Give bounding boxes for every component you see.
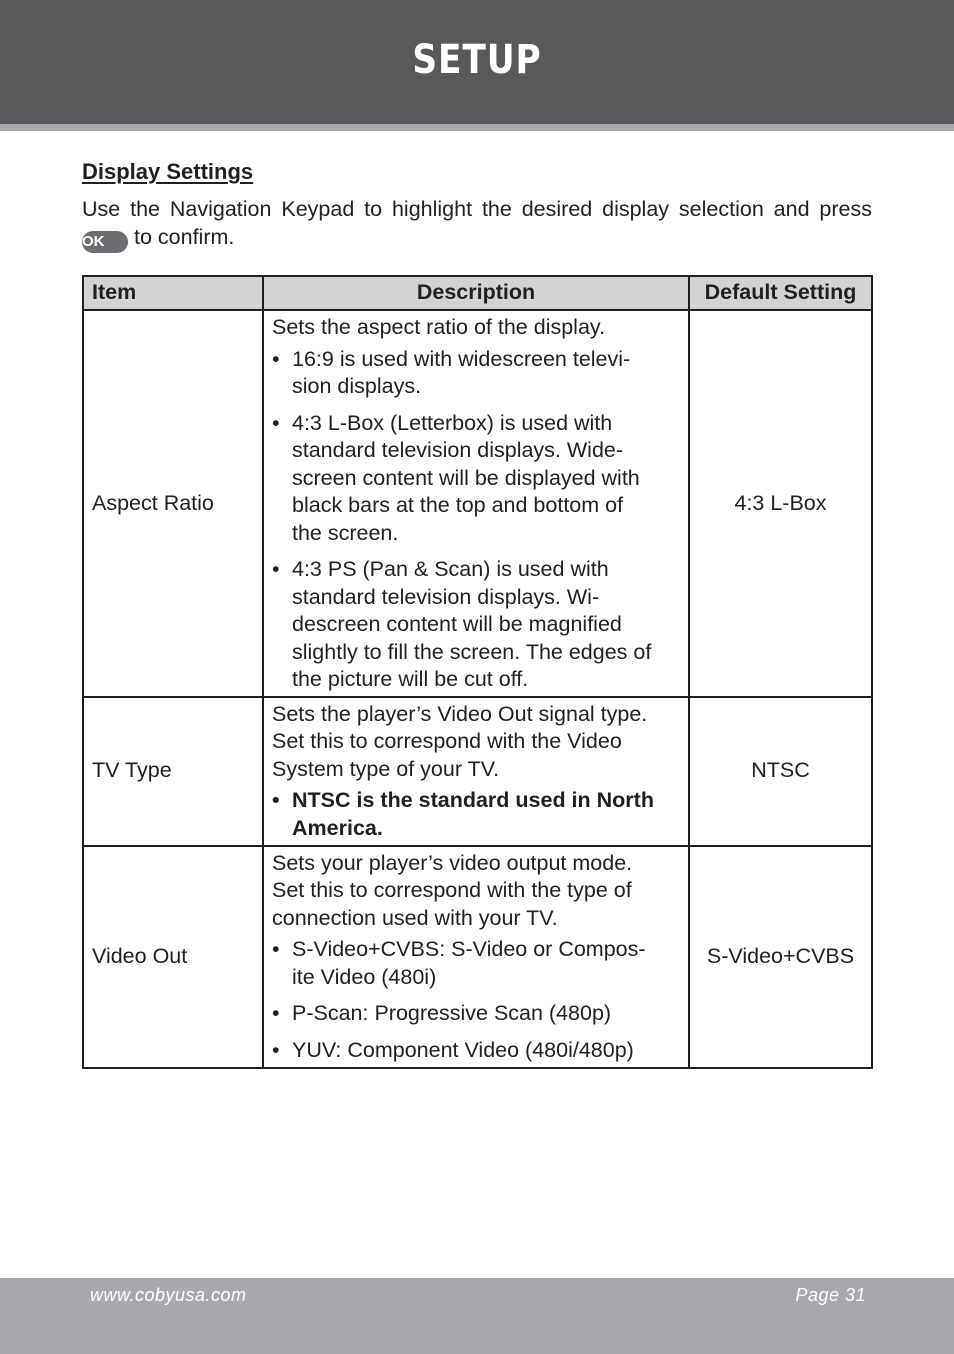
header-item: Item: [83, 276, 263, 310]
row-default-value: 4:3 L-Box: [689, 310, 872, 697]
table-header-row: [83, 276, 872, 310]
footer-url: www.cobyusa.com: [90, 1285, 247, 1305]
table-row: [83, 310, 872, 697]
page-title: SETUP: [412, 37, 542, 83]
table-row: [83, 846, 872, 1068]
bullet-item: • P-Scan: Progressive Scan (480p): [272, 1000, 682, 1028]
footer-page-number: Page 31: [795, 1285, 866, 1305]
row-item-aspect-ratio: Aspect Ratio: [83, 310, 263, 697]
section-title: Display Settings: [82, 159, 254, 184]
bullet-item: • NTSC is the standard used in North America.: [272, 787, 682, 842]
header-default-setting: Default Setting: [689, 276, 872, 310]
header-stripe: [0, 124, 954, 131]
description-bullets: [272, 346, 682, 694]
intro-paragraph: [82, 195, 872, 253]
row-description: [263, 846, 689, 1068]
row-item-video-out: Video Out: [83, 846, 263, 1068]
display-settings-table: [82, 275, 873, 1069]
bullet-item: • 4:3 L-Box (Letterbox) is used with standard television displays. Wide- screen content will be displayed with black bars at the top and bottom of the screen.: [272, 410, 682, 548]
ok-button-icon: OK: [82, 231, 128, 253]
row-description: [263, 697, 689, 846]
bullet-item: • 16:9 is used with widescreen televi- sion displays.: [272, 346, 682, 401]
header-description: Description: [263, 276, 689, 310]
row-item-tv-type: TV Type: [83, 697, 263, 846]
row-default-value: NTSC: [689, 697, 872, 846]
row-description: [263, 310, 689, 697]
row-default-value: S-Video+CVBS: [689, 846, 872, 1068]
bullet-item: • YUV: Component Video (480i/480p): [272, 1037, 682, 1065]
bullet-item: • S-Video+CVBS: S-Video or Compos- ite Video (480i): [272, 936, 682, 991]
bullet-item: • 4:3 PS (Pan & Scan) is used with standard television displays. Wi- descreen content will be magnified slightly to fill the screen. The edges of the picture will be cut off.: [272, 556, 682, 694]
intro-text-end: to confirm.: [134, 225, 235, 249]
description-intro: Sets your player’s video output mode. Set this to correspond with the type of connection used with your TV.: [272, 850, 633, 930]
description-intro: Sets the player’s Video Out signal type. Set this to correspond with the Video System type of your TV.: [272, 701, 648, 781]
description-intro: Sets the aspect ratio of the display.: [272, 315, 606, 339]
intro-text: Use the Navigation Keypad to highlight the desired display selection and press: [82, 197, 872, 221]
description-bullets: [272, 787, 682, 842]
table-row: [83, 697, 872, 846]
description-bullets: [272, 936, 682, 1064]
